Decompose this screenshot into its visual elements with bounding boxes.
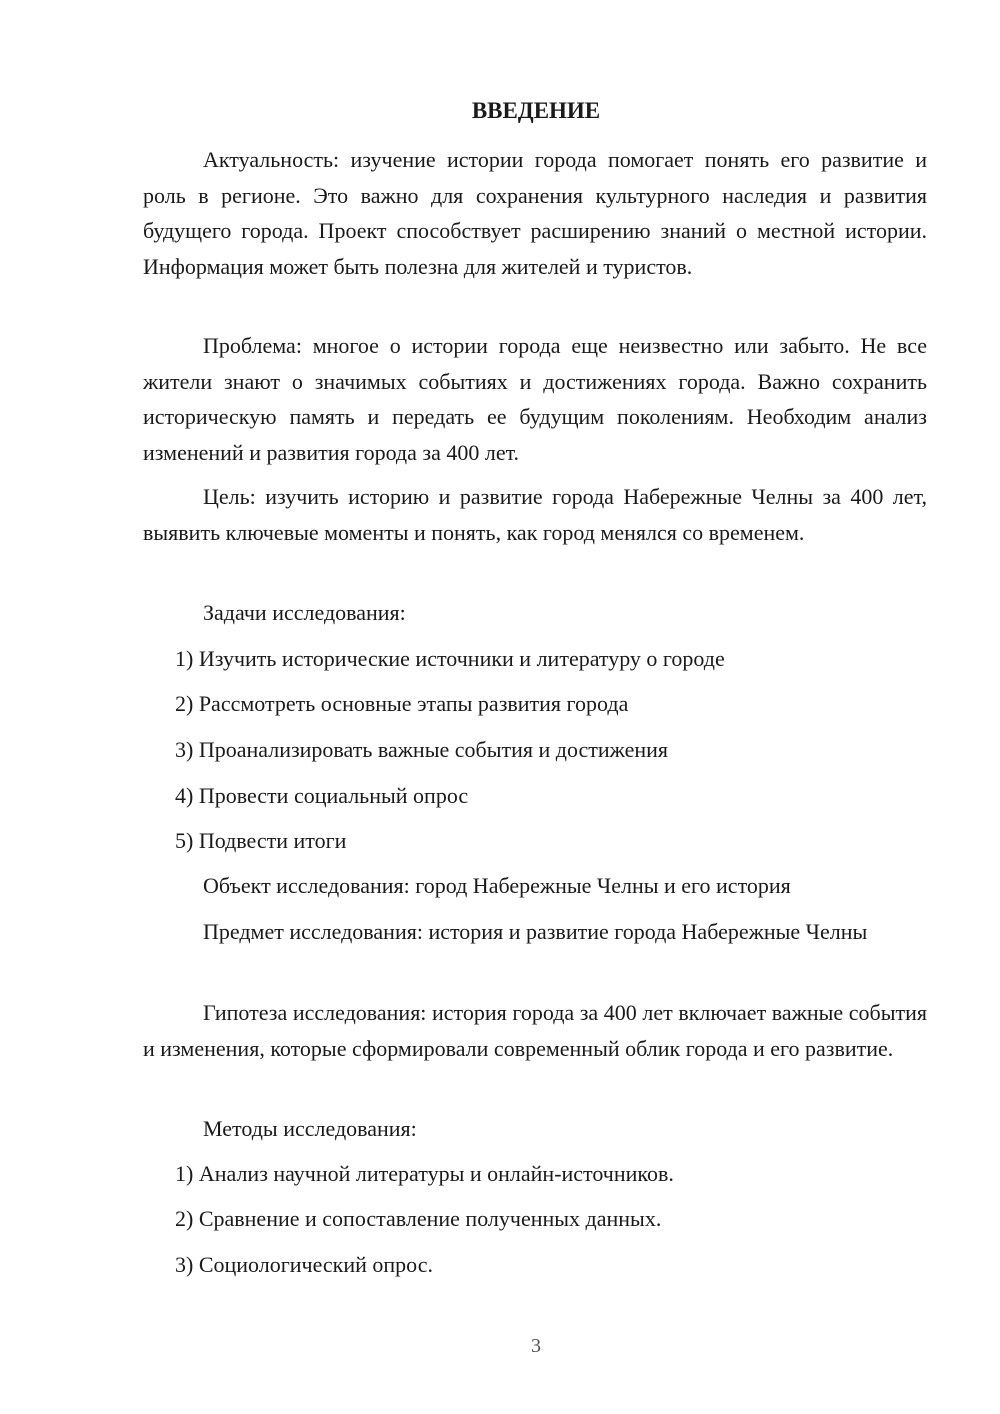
task-item: 3) Проанализировать важные события и достижения bbox=[175, 737, 669, 762]
task-item: 1) Изучить исторические источники и литературу о городе bbox=[175, 646, 725, 671]
page-title: ВВЕДЕНИЕ bbox=[471, 98, 601, 123]
relevance-paragraph: Актуальность: изучение истории города помогает понять его развитие и роль в регионе. Это важно для сохранения культурного наследия и развития будущего города. Проект способствует расширению знаний о местной истории. Информация может быть полезна для жителей и туристов. bbox=[143, 147, 927, 279]
page-number: 3 bbox=[531, 1335, 541, 1357]
goal-paragraph: Цель: изучить историю и развитие города Набережные Челны за 400 лет, выявить ключевые моменты и понять, как город менялся со временем. bbox=[143, 484, 927, 545]
hypothesis-paragraph: Гипотеза исследования: история города за 400 лет включает важные события и изменения, которые сформировали современный облик города и его развитие. bbox=[143, 1000, 927, 1061]
method-item: 2) Сравнение и сопоставление полученных данных. bbox=[175, 1206, 662, 1231]
task-item: 5) Подвести итоги bbox=[175, 828, 347, 853]
tasks-title: Задачи исследования: bbox=[203, 600, 406, 625]
object-paragraph: Объект исследования: город Набережные Челны и его история bbox=[203, 873, 791, 898]
task-item: 2) Рассмотреть основные этапы развития города bbox=[175, 691, 629, 716]
task-item: 4) Провести социальный опрос bbox=[175, 783, 469, 808]
methods-title: Методы исследования: bbox=[203, 1116, 417, 1141]
method-item: 1) Анализ научной литературы и онлайн-источников. bbox=[175, 1161, 674, 1186]
subject-paragraph: Предмет исследования: история и развитие города Набережные Челны bbox=[203, 919, 868, 944]
problem-paragraph: Проблема: многое о истории города еще неизвестно или забыто. Не все жители знают о значимых событиях и достижениях города. Важно сохранить историческую память и передать ее будущим поколениям. Необходим анализ изменений и развития города за 400 лет. bbox=[143, 333, 927, 465]
method-item: 3) Социологический опрос. bbox=[175, 1252, 433, 1277]
